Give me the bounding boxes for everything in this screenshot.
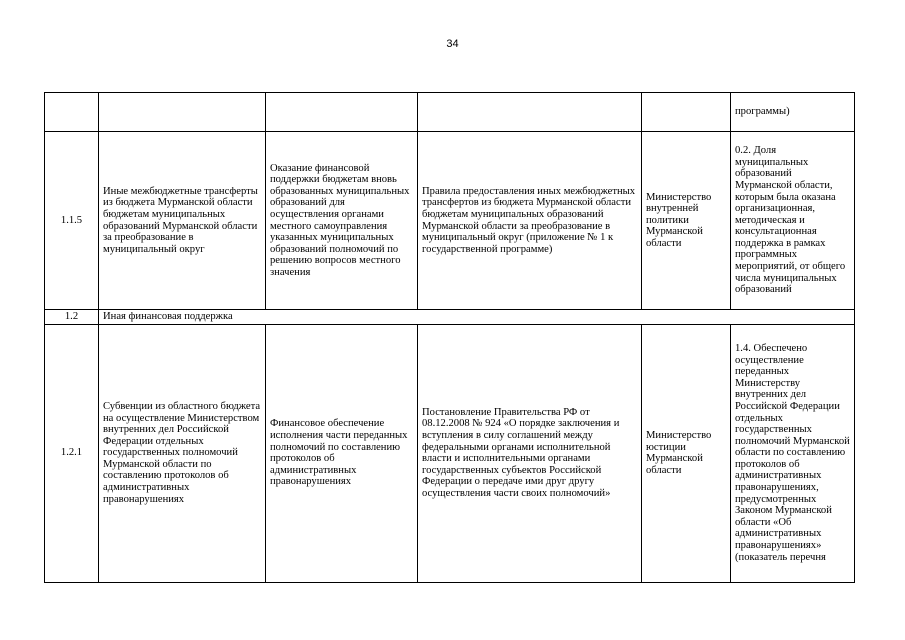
program-measures-table <box>44 92 855 583</box>
cell-regulation <box>418 93 642 132</box>
cell-purpose: Оказание финансовой поддержки бюджетам вновь образованных муниципальных образований для осуществления органами местного самоуправления указанных муниципальных образований полномочий по решению вопросов местного значения <box>266 132 418 310</box>
cell-name: Иные межбюджетные трансферты из бюджета Мурманской области бюджетам муниципальных образований Мурманской области за преобразование в муниципальный округ <box>99 132 266 310</box>
cell-num: 1.2.1 <box>45 324 99 582</box>
cell-regulation: Правила предоставления иных межбюджетных трансфертов из бюджета Мурманской области бюджетам муниципальных образований Мурманской области за преобразование в муниципальный округ (приложение № 1 к государственной программе) <box>418 132 642 310</box>
cell-indicator: 0.2. Доля муниципальных образований Мурманской области, которым была оказана организационная, методическая и консультационная поддержка в рамках программных мероприятий, от общего числа муниципальных образований <box>731 132 855 310</box>
cell-executor: Министерство юстиции Мурманской области <box>642 324 731 582</box>
cell-indicator: программы) <box>731 93 855 132</box>
page-number: 34 <box>446 38 459 50</box>
cell-num <box>45 93 99 132</box>
cell-num: 1.1.5 <box>45 132 99 310</box>
cell-indicator: 1.4. Обеспечено осуществление переданных Министерству внутренних дел Российской Федерации отдельных государственных полномочий Мурманской области по составлению протоколов об административных правонарушениях, предусмотренных Законом Мурманской области «Об административных правонарушениях» (показатель перечня <box>731 324 855 582</box>
table-row-1-2 <box>45 310 855 325</box>
cell-num: 1.2 <box>45 310 99 325</box>
cell-regulation: Постановление Правительства РФ от 08.12.2008 № 924 «О порядке заключения и вступления в силу соглашений между федеральными органами исполнительной власти и исполнительными органами государственных субъектов Российской Федерации о передаче ими друг другу осуществления части своих полномочий» <box>418 324 642 582</box>
section-title: Иная финансовая поддержка <box>99 310 855 325</box>
cell-purpose: Финансовое обеспечение исполнения части переданных полномочий по составлению протоколов об административных правонарушениях <box>266 324 418 582</box>
table-row-continuation <box>45 93 855 132</box>
cell-executor <box>642 93 731 132</box>
table-row-1-1-5 <box>45 132 855 310</box>
cell-name: Субвенции из областного бюджета на осуществление Министерством внутренних дел Российской Федерации отдельных государственных полномочий Мурманской области по составлению протоколов об административных правонарушениях <box>99 324 266 582</box>
cell-purpose <box>266 93 418 132</box>
table-row-1-2-1 <box>45 324 855 582</box>
cell-executor: Министерство внутренней политики Мурманской области <box>642 132 731 310</box>
cell-name <box>99 93 266 132</box>
